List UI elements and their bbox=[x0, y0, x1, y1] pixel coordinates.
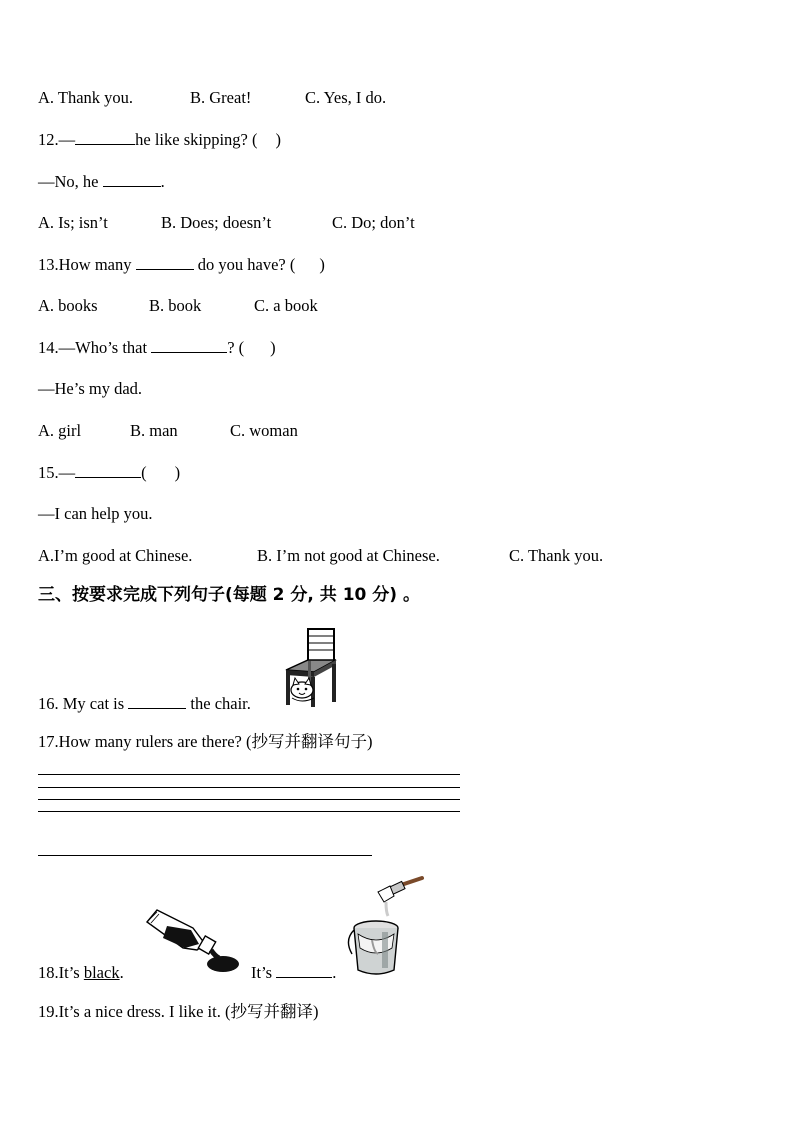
q11-option-b[interactable]: B. Great! bbox=[190, 88, 252, 107]
q18-period: . bbox=[119, 963, 124, 982]
q14-middle: ? ( bbox=[227, 338, 245, 357]
q12-option-c[interactable]: C. Do; don’t bbox=[332, 213, 415, 232]
q11-option-c[interactable]: C. Yes, I do. bbox=[305, 88, 387, 107]
q13-option-a[interactable]: A. books bbox=[38, 296, 98, 315]
q15-option-c[interactable]: C. Thank you. bbox=[509, 546, 604, 565]
q14-option-a[interactable]: A. girl bbox=[38, 421, 82, 440]
q14-paren-close: ) bbox=[270, 338, 276, 357]
q16-question bbox=[38, 694, 251, 714]
q12-answer-suffix: . bbox=[160, 172, 165, 191]
q18-second-suffix: . bbox=[332, 963, 337, 982]
q13-option-c[interactable]: C. a book bbox=[254, 296, 318, 315]
q13-paren-close: ) bbox=[319, 255, 325, 274]
q16-suffix: the chair. bbox=[190, 694, 251, 713]
q19-question: 19.It’s a nice dress. I like it. (抄写并翻译) bbox=[38, 1002, 319, 1021]
paint-tube-icon bbox=[143, 904, 243, 976]
q12-answer-blank[interactable] bbox=[103, 172, 161, 187]
q15-option-b[interactable]: B. I’m not good at Chinese. bbox=[257, 546, 440, 565]
q18-underlined-word: black bbox=[83, 963, 120, 982]
q15-middle: ( bbox=[141, 463, 147, 482]
q15-option-a[interactable]: A.I’m good at Chinese. bbox=[38, 546, 193, 565]
q14-blank[interactable] bbox=[151, 338, 227, 353]
q15-paren-close: ) bbox=[174, 463, 181, 482]
q13-question bbox=[38, 255, 325, 275]
q12-prefix: 12.— bbox=[38, 130, 76, 149]
q12-option-b[interactable]: B. Does; doesn’t bbox=[161, 213, 272, 232]
q17-writing-line-4[interactable] bbox=[38, 811, 460, 812]
q12-answer-prefix: —No, he bbox=[38, 172, 99, 191]
q18-question-part2 bbox=[251, 963, 336, 983]
q16-blank[interactable] bbox=[128, 694, 186, 709]
q18-blank[interactable] bbox=[276, 963, 332, 978]
q16-prefix: 16. My cat is bbox=[38, 694, 125, 713]
q17-writing-line-1[interactable] bbox=[38, 774, 460, 775]
q18-second-prefix: It’s bbox=[251, 963, 273, 982]
q12-question bbox=[38, 130, 281, 150]
q15-blank[interactable] bbox=[75, 463, 141, 478]
q15-answer: —I can help you. bbox=[38, 504, 153, 523]
q17-translation-line[interactable] bbox=[38, 855, 372, 856]
q15-question bbox=[38, 463, 180, 483]
q14-answer: —He’s my dad. bbox=[38, 379, 143, 398]
q14-option-b[interactable]: B. man bbox=[130, 421, 178, 440]
q14-prefix: 14.—Who’s that bbox=[38, 338, 148, 357]
q17-writing-line-3[interactable] bbox=[38, 799, 460, 800]
paint-bucket-brush-icon bbox=[344, 874, 426, 980]
section-3-heading: 三、按要求完成下列句子(每题 2 分, 共 10 分) 。 bbox=[38, 585, 420, 605]
q12-option-a[interactable]: A. Is; isn’t bbox=[38, 213, 108, 232]
q13-prefix: 13.How many bbox=[38, 255, 132, 274]
q17-question: 17.How many rulers are there? (抄写并翻译句子) bbox=[38, 732, 373, 751]
q12-paren-close: ) bbox=[275, 130, 281, 149]
q13-middle: do you have? ( bbox=[197, 255, 296, 274]
q14-question bbox=[38, 338, 276, 358]
q17-writing-line-2[interactable] bbox=[38, 787, 460, 788]
q18-question-part1 bbox=[38, 963, 124, 983]
q18-prefix: 18.It’s bbox=[38, 963, 80, 982]
q12-middle: he like skipping? ( bbox=[135, 130, 258, 149]
q11-option-a[interactable]: A. Thank you. bbox=[38, 88, 134, 107]
q13-option-b[interactable]: B. book bbox=[149, 296, 202, 315]
chair-with-cat-illustration bbox=[278, 626, 342, 708]
q12-blank[interactable] bbox=[75, 130, 135, 145]
q12-answer-line bbox=[38, 172, 165, 192]
q13-blank[interactable] bbox=[136, 255, 194, 270]
q15-prefix: 15.— bbox=[38, 463, 76, 482]
q14-option-c[interactable]: C. woman bbox=[230, 421, 298, 440]
